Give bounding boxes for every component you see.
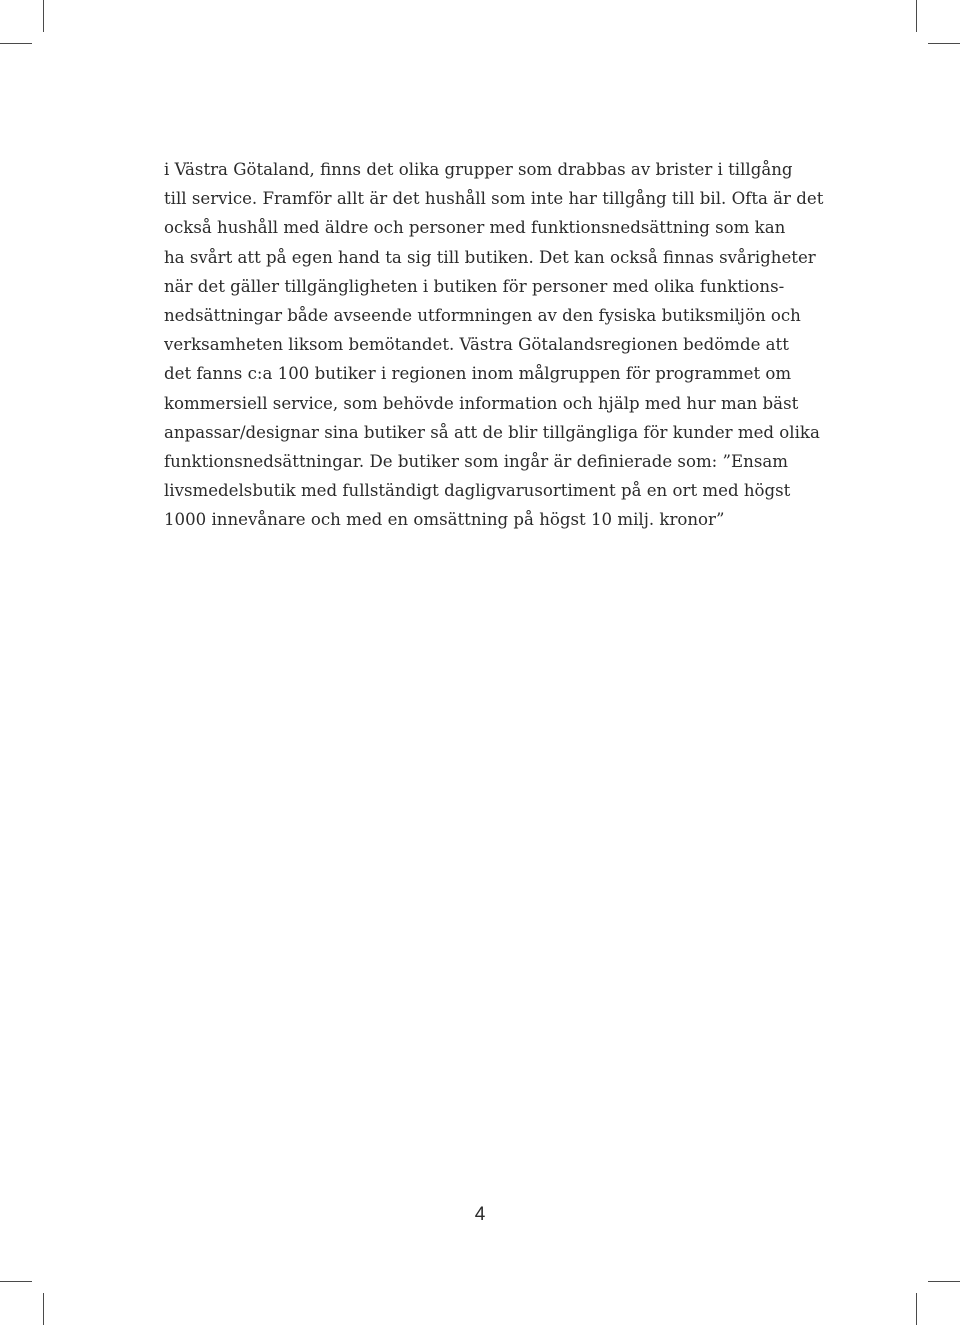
crop-mark-bottom-left-vertical: [43, 1293, 44, 1325]
body-line: anpassar/designar sina butiker så att de blir tillgängliga för kunder med olika: [164, 422, 820, 442]
body-line: livsmedelsbutik med fullständigt dagligvarusortiment på en ort med högst: [164, 481, 791, 501]
body-line: 1000 innevånare och med en omsättning på högst 10 milj. kronor”: [164, 510, 725, 530]
crop-mark-bottom-right-vertical: [916, 1293, 917, 1325]
body-line: kommersiell service, som behövde information och hjälp med hur man bäst: [164, 393, 799, 413]
crop-mark-bottom-right-horizontal: [928, 1281, 960, 1282]
page-number: 4: [474, 1204, 486, 1225]
crop-mark-bottom-left-horizontal: [0, 1281, 32, 1282]
body-line: verksamheten liksom bemötandet. Västra Götalandsregionen bedömde att: [164, 335, 789, 355]
body-line: när det gäller tillgängligheten i butiken för personer med olika funktions-: [164, 276, 785, 296]
crop-mark-top-right-horizontal: [928, 43, 960, 44]
body-line: nedsättningar både avseende utformningen av den fysiska butiksmiljön och: [164, 306, 801, 326]
body-line: också hushåll med äldre och personer med funktionsnedsättning som kan: [164, 218, 786, 238]
crop-mark-top-left-horizontal: [0, 43, 32, 44]
body-line: till service. Framför allt är det hushåll som inte har tillgång till bil. Ofta är det: [164, 189, 824, 209]
body-paragraph: [164, 155, 824, 535]
crop-mark-top-left-vertical: [43, 0, 44, 32]
crop-mark-top-right-vertical: [916, 0, 917, 32]
body-line: funktionsnedsättningar. De butiker som ingår är definierade som: ”Ensam: [164, 452, 788, 472]
body-line: i Västra Götaland, finns det olika grupper som drabbas av brister i tillgång: [164, 160, 793, 179]
body-line: det fanns c:a 100 butiker i regionen inom målgruppen för programmet om: [164, 364, 792, 384]
body-line: ha svårt att på egen hand ta sig till butiken. Det kan också finnas svårigheter: [164, 247, 816, 267]
